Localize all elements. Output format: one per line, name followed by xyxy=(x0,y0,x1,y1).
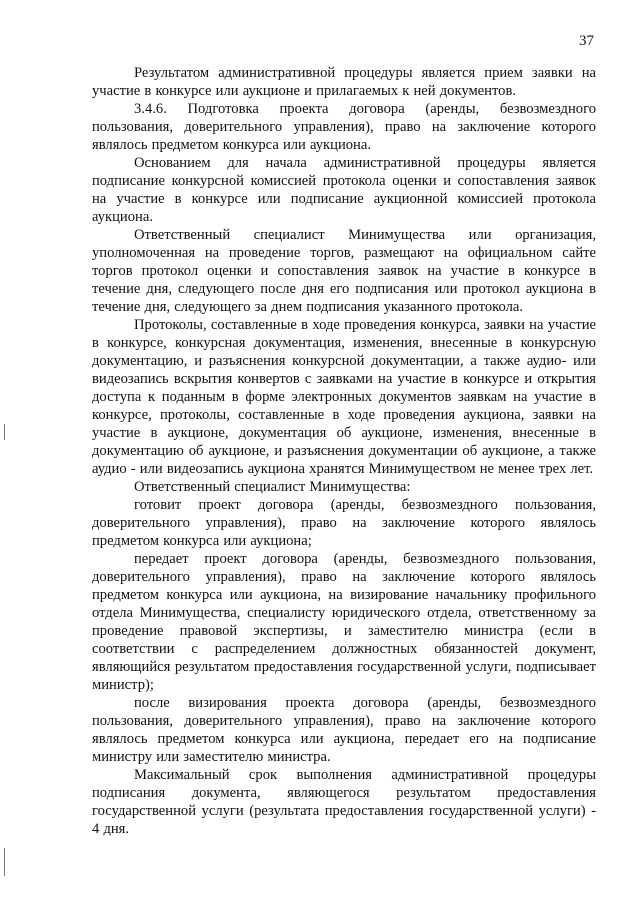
document-body xyxy=(92,64,596,838)
paragraph-records-retention: Протоколы, составленные в ходе проведения конкурса, заявки на участие в конкурсе, конкурсная документация, изменения, внесенные в конкурсную документацию, и разъяснения конкурсной документации, а также аудио- или видеозапись вскрытия конвертов с заявками на участие в конкурсе и открытия доступа к поданным в форме электронных документов заявкам на участие в конкурсе, протоколы, составленные в ходе проведения аукциона, заявки на участие в аукционе, документация об аукционе, изменения, внесенные в документацию об аукционе, и разъяснения документации об аукционе, а также аудио - или видеозапись аукциона хранятся Минимуществом не менее трех лет. xyxy=(92,317,596,477)
page-number: 37 xyxy=(579,33,594,49)
paragraph-after-approval: после визирования проекта договора (аренды, безвозмездного пользования, доверительного управления), право на заключение которого являлось предметом конкурса или аукциона, передает его на подписание министру или заместителю министра. xyxy=(92,695,596,765)
paragraph-specialist-duties-intro: Ответственный специалист Минимущества: xyxy=(134,479,411,495)
paragraph-transfers-for-approval: передает проект договора (аренды, безвозмездного пользования, доверительного управления), право на заключение которого являлось предметом конкурса или аукциона, на визирование начальнику профильного отдела Минимущества, специалисту юридического отдела, ответственному за проведение правовой экспертизы, и заместителю министра (если в соответствии с распределением должностных обязанностей документ, являющийся результатом предоставления государственной услуги, подписывает министр); xyxy=(92,551,596,693)
paragraph-basis-for-procedure: Основанием для начала административной процедуры является подписание конкурсной комиссией протокола оценки и сопоставления заявок на участие в конкурсе или подписание аукционной комиссией протокола аукциона. xyxy=(92,155,596,225)
paragraph-result-application: Результатом административной процедуры является прием заявки на участие в конкурсе или аукционе и прилагаемых к ней документов. xyxy=(92,65,596,99)
paragraph-protocol-publication: Ответственный специалист Минимущества или организация, уполномоченная на проведение торгов, размещают на официальном сайте торгов протокол оценки и сопоставления заявок на участие в конкурсе в течение дня, следующего после дня его подписания или протокол аукциона в течение дня, следующего за днем подписания указанного протокола. xyxy=(92,227,596,315)
scan-edge-mark-lower xyxy=(4,848,5,876)
paragraph-section-3-4-6-heading: 3.4.6. Подготовка проекта договора (аренды, безвозмездного пользования, доверительного управления), право на заключение которого являлось предметом конкурса или аукциона. xyxy=(92,101,596,153)
paragraph-prepares-draft: готовит проект договора (аренды, безвозмездного пользования, доверительного управления), право на заключение которого являлось предметом конкурса или аукциона; xyxy=(92,497,596,549)
paragraph-maximum-term: Максимальный срок выполнения административной процедуры подписания документа, являющегося результатом предоставления государственной услуги (результата предоставления государственной услуги) - 4 дня. xyxy=(92,767,596,837)
scan-edge-mark-upper xyxy=(4,424,5,440)
